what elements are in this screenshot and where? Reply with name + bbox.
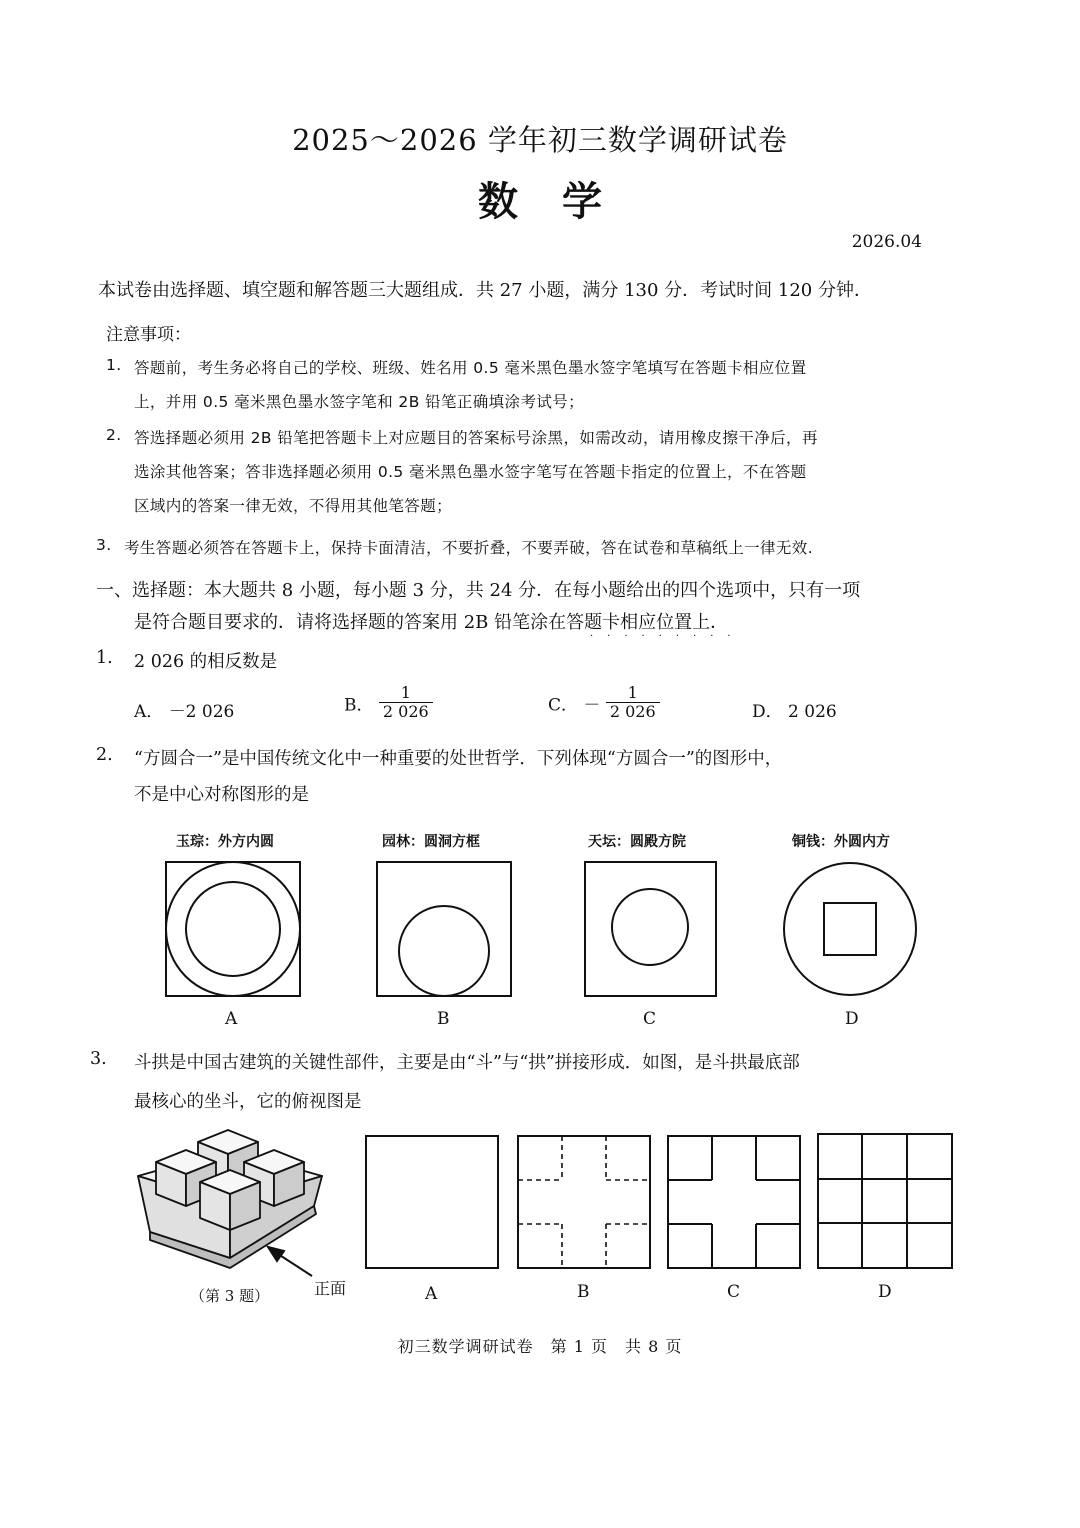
q1-number: 1. (96, 648, 113, 668)
q3-option-d-square (818, 1134, 952, 1268)
notice-3-line1: 考生答题必须答在答题卡上，保持卡面清洁，不要折叠，不要弄破，答在试卷和草稿纸上一律无效. (124, 539, 814, 557)
notice-1-line2: 上，并用 0.5 毫米黑色墨水签字笔和 2B 铅笔正确填涂考试号； (134, 393, 585, 411)
q1-option-a-value: －2 026 (168, 702, 235, 722)
q3-line2: 最核心的坐斗，它的俯视图是 (134, 1092, 362, 1112)
q3-option-b-square (518, 1136, 650, 1268)
q1-option-c-numerator: 1 (627, 683, 638, 702)
q1-option-c-sign: － (583, 695, 601, 716)
q3-option-b-dashed-lines (518, 1136, 650, 1268)
q3-label-a[interactable]: A (425, 1284, 438, 1304)
notice-2-line1: 答选择题必须用 2B 铅笔把答题卡上对应题目的答案标号涂黑，如需改动，请用橡皮擦干净后，再 (134, 429, 818, 447)
q1-option-d-value: 2 026 (788, 702, 837, 722)
notice-2-line3: 区域内的答案一律无效，不得用其他笔答题； (134, 497, 453, 515)
q2-label-a[interactable]: A (225, 1009, 238, 1029)
q3-line1: 斗拱是中国古建筑的关键性部件，主要是由“斗”与“拱”拼接形成．如图，是斗拱最底部 (134, 1053, 800, 1073)
q2-label-d[interactable]: D (845, 1009, 859, 1029)
notice-2-line2: 选涂其他答案；答非选择题必须用 0.5 毫米黑色墨水签字笔写在答题卡指定的位置上，不在答题 (134, 463, 807, 481)
q3-option-c-solid-lines (668, 1136, 800, 1268)
q3-label-b[interactable]: B (577, 1282, 590, 1302)
q3-label-c[interactable]: C (727, 1282, 741, 1302)
subject-title: 数学 (478, 178, 646, 225)
q2-caption-b: 园林：圆洞方框 (382, 834, 480, 850)
q3-number: 3. (90, 1049, 107, 1069)
q3-front-label: 正面 (314, 1279, 347, 1298)
q2-label-c[interactable]: C (643, 1009, 657, 1029)
notice-heading: 注意事项： (106, 325, 191, 345)
section1-line1: 一、选择题：本大题共 8 小题，每小题 3 分，共 24 分．在每小题给出的四个选项中，只有一项 (96, 580, 861, 601)
q2-label-b[interactable]: B (437, 1009, 450, 1029)
notice-3-number: 3. (96, 536, 112, 554)
q2-caption-c: 天坛：圆殿方院 (588, 834, 686, 850)
q3-label-d[interactable]: D (878, 1282, 892, 1302)
q1-option-d-label: D． (752, 702, 783, 722)
q1-option-b-numerator: 1 (400, 683, 411, 702)
q1-option-b-denominator: 2 026 (379, 702, 433, 721)
exam-date: 2026.04 (851, 232, 922, 252)
q1-option-c-denominator: 2 026 (606, 702, 660, 721)
q1-option-a-label: A． (134, 702, 164, 722)
notice-2-number: 2. (106, 426, 122, 444)
q2-line2: 不是中心对称图形的是 (134, 785, 309, 805)
q2-caption-d: 铜钱：外圆内方 (792, 834, 890, 850)
q3-option-d-grid-lines (818, 1134, 952, 1268)
page-footer: 初三数学调研试卷 第 1 页 共 8 页 (397, 1337, 683, 1356)
section1-line2: 是符合题目要求的．请将选择题的答案用 2B 铅笔涂在答题卡相应位置上． (134, 612, 729, 633)
emphasis-dots: ········· (590, 631, 745, 642)
exam-intro: 本试卷由选择题、填空题和解答题三大题组成．共 27 小题，满分 130 分．考试时间 120 分钟． (98, 280, 872, 301)
q3-figure-caption: （第 3 题） (190, 1287, 270, 1305)
q3-option-a-square (366, 1136, 498, 1268)
q2-number: 2. (96, 745, 113, 765)
q3-option-c-square (668, 1136, 800, 1268)
q1-option-b-label: B． (344, 695, 374, 716)
q2-caption-a: 玉琮：外方内圆 (176, 834, 274, 850)
notice-1-number: 1. (106, 356, 122, 374)
q1-stem: 2 026 的相反数是 (134, 652, 278, 672)
q2-line1: “方圆合一”是中国传统文化中一种重要的处世哲学．下列体现“方圆合一”的图形中， (134, 749, 783, 769)
notice-1-line1: 答题前，考生务必将自己的学校、班级、姓名用 0.5 毫米黑色墨水签字笔填写在答题卡相应位置 (134, 359, 807, 377)
exam-title: 2025～2026 学年初三数学调研试卷 (292, 123, 788, 157)
q1-option-c-label: C． (548, 695, 579, 716)
